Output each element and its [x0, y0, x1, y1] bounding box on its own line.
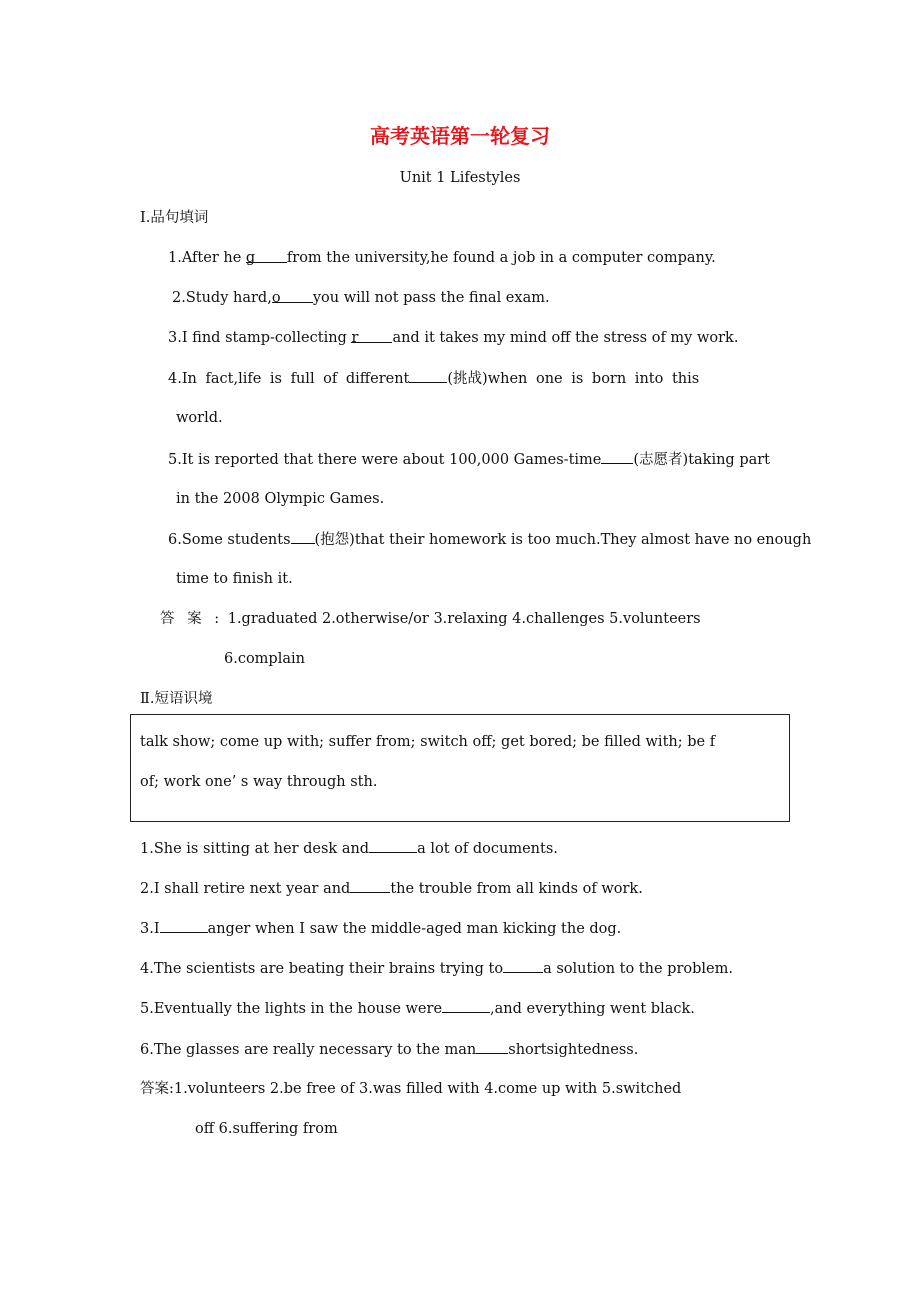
question-3-rest: and it takes my mind off the stress of my work. [392, 330, 739, 346]
phrase-list-line1: talk show; come up with; suffer from; switch off; get bored; be filled with; be f [140, 734, 716, 750]
phrase-box [130, 714, 790, 822]
question-6 [168, 529, 811, 550]
answer-blank[interactable] [476, 1039, 508, 1054]
question-1 [168, 248, 716, 268]
phrase-question-4 [140, 958, 733, 979]
phrase-question-5 [140, 998, 695, 1019]
question-4 [168, 368, 699, 389]
section1-heading: Ⅰ.品句填词 [140, 210, 209, 226]
question-rest: a solution to the problem. [543, 961, 733, 977]
question-5-rest: (志愿者)taking part [633, 452, 770, 468]
question-rest: the trouble from all kinds of work. [390, 881, 643, 897]
page-title: 高考英语第一轮复习 [370, 124, 550, 148]
question-rest: anger when I saw the middle-aged man kicking the dog. [207, 921, 622, 937]
question-1-rest: from the university,he found a job in a computer company. [286, 250, 716, 266]
phrase-question-3 [140, 918, 621, 939]
question-2-text: 2.Study hard, [172, 290, 272, 306]
section2-heading: Ⅱ.短语识境 [140, 691, 213, 707]
answers-2-line2: off 6.suffering from [195, 1121, 338, 1137]
question-3-text: 3.I find stamp-collecting [168, 330, 352, 346]
answer-blank[interactable] [291, 529, 315, 544]
answers-list: 1.graduated 2.otherwise/or 3.relaxing 4.challenges 5.volunteers [227, 611, 701, 627]
question-6-line2: time to finish it. [176, 571, 293, 587]
question-5-line2: in the 2008 Olympic Games. [176, 491, 385, 507]
question-3 [168, 328, 738, 348]
answers-2: 答案:1.volunteers 2.be free of 3.was filled with 4.come up with 5.switched [140, 1081, 682, 1097]
phrase-list-line2: of; work one’ s way through sth. [140, 774, 378, 790]
answer-blank[interactable] [160, 918, 208, 933]
question-6-text: 6.Some students [168, 532, 291, 548]
question-rest: a lot of documents. [417, 841, 558, 857]
answer-blank[interactable] [271, 288, 313, 306]
question-text: 6.The glasses are really necessary to the man [140, 1042, 477, 1058]
question-4-text: 4.In fact,life is full of different [168, 371, 410, 387]
unit-subtitle: Unit 1 Lifestyles [399, 170, 521, 186]
hint-letter: o [271, 290, 281, 306]
question-text: 4.The scientists are beating their brains trying to [140, 961, 504, 977]
question-2-rest: you will not pass the final exam. [312, 290, 550, 306]
answer-blank[interactable] [601, 449, 633, 464]
question-text: 5.Eventually the lights in the house were [140, 1001, 443, 1017]
question-rest: shortsightedness. [508, 1042, 639, 1058]
phrase-question-2 [140, 878, 643, 899]
answer-blank[interactable] [369, 838, 417, 853]
answer-blank[interactable] [351, 328, 392, 346]
question-6-rest: (抱怨)that their homework is too much.They almost have no enough [314, 532, 812, 548]
phrase-question-6 [140, 1039, 638, 1060]
question-4-rest: (挑战)when one is born into this [447, 371, 700, 387]
answer-blank[interactable] [409, 368, 447, 383]
question-1-text: 1.After he [168, 250, 246, 266]
question-5 [168, 449, 770, 470]
question-5-text: 5.It is reported that there were about 100,000 Games-time [168, 452, 602, 468]
answer-blank[interactable] [350, 878, 390, 893]
phrase-question-1 [140, 838, 558, 859]
question-text: 2.I shall retire next year and [140, 881, 351, 897]
answer-blank[interactable] [245, 248, 287, 266]
answers-1 [160, 609, 701, 629]
answers-label: 答 案 : [160, 611, 224, 627]
question-2 [172, 288, 550, 308]
hint-letter: g [245, 250, 256, 266]
question-4-line2: world. [176, 410, 223, 426]
hint-letter: r [351, 330, 359, 346]
question-rest: ,and everything went black. [490, 1001, 695, 1017]
answer-blank[interactable] [442, 998, 490, 1013]
question-text: 1.She is sitting at her desk and [140, 841, 370, 857]
answers-1-line2: 6.complain [224, 651, 305, 667]
question-text: 3.I [140, 921, 160, 937]
answer-blank[interactable] [503, 958, 543, 973]
